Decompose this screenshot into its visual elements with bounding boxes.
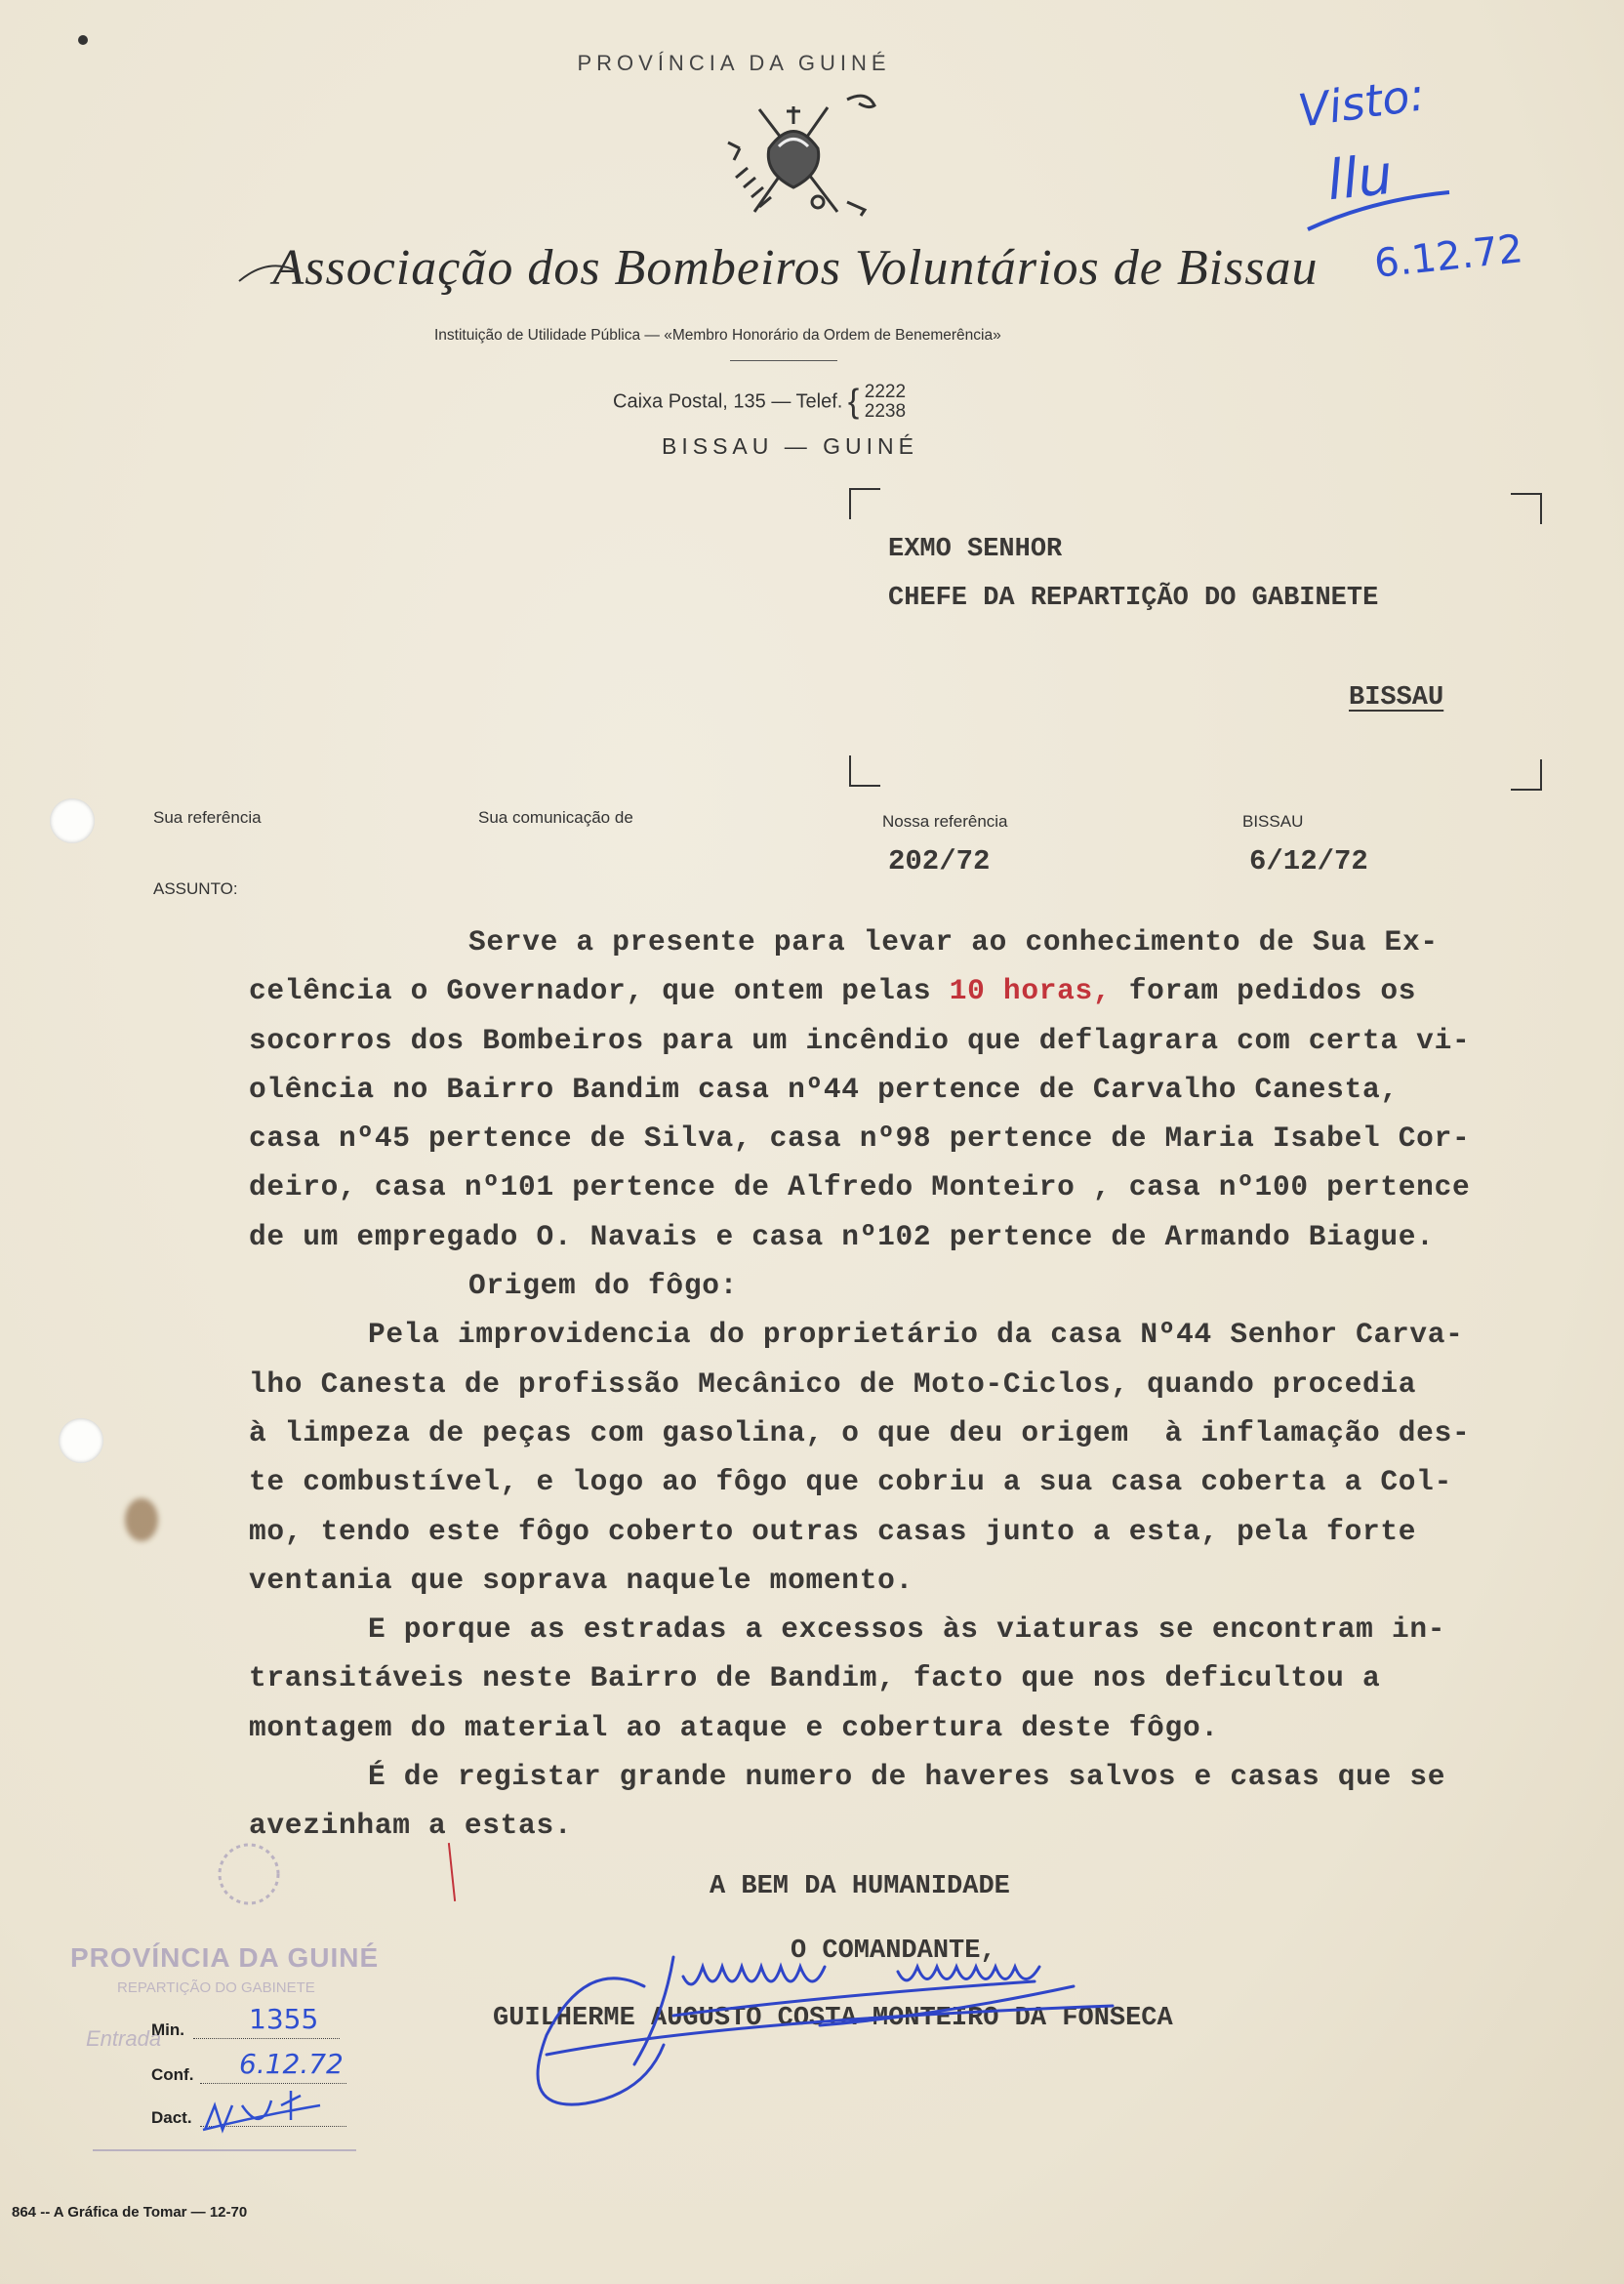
body-line: de um empregado O. Navais e casa nº102 pertence de Armando Biague. xyxy=(249,1219,1435,1253)
phone-brace: { xyxy=(847,383,860,421)
body-line: avezinham a estas. xyxy=(249,1809,573,1843)
addressee-line-2: CHEFE DA REPARTIÇÃO DO GABINETE xyxy=(888,584,1379,613)
body-line: Pela improvidencia do proprietário da casa Nº44 Senhor Carva- xyxy=(368,1318,1464,1352)
body-line: Serve a presente para levar ao conhecimento de Sua Ex- xyxy=(468,925,1439,958)
conf-label: Conf. xyxy=(151,2065,194,2084)
stamp-line-1: PROVÍNCIA DA GUINÉ xyxy=(70,1942,380,1973)
header-city: BISSAU — GUINÉ xyxy=(662,433,918,459)
place-label: BISSAU xyxy=(1242,812,1304,831)
signature xyxy=(527,1928,1210,2123)
body-line: transitáveis neste Bairro de Bandim, facto que nos deficultou a xyxy=(249,1661,1381,1695)
address-corner-tl xyxy=(849,488,880,519)
stamp-line-2: REPARTIÇÃO DO GABINETE xyxy=(117,1979,315,1996)
nossa-referencia-value: 202/72 xyxy=(888,845,991,877)
addressee-city: BISSAU xyxy=(1349,683,1444,713)
header-rule xyxy=(730,360,837,361)
rust-stain xyxy=(125,1498,158,1541)
min-label: Min. xyxy=(151,2020,184,2039)
body-line: à limpeza de peças com gasolina, o que deu origem à inflamação des- xyxy=(249,1415,1471,1449)
dact-initials xyxy=(200,2091,327,2149)
conf-dotted-line xyxy=(200,2083,346,2084)
association-title: Associação dos Bombeiros Voluntários de Bissau xyxy=(272,240,1319,296)
min-value: 1355 xyxy=(249,2003,319,2035)
letter-body xyxy=(249,918,1586,1851)
addressee-line-1: EXMO SENHOR xyxy=(888,535,1063,564)
visto-date: 6.12.72 xyxy=(1372,226,1525,287)
body-line: deiro, casa nº101 pertence de Alfredo Monteiro , casa nº100 pertence xyxy=(249,1170,1471,1204)
body-line: celência o Governador, que ontem pelas 10 horas, foram pedidos os xyxy=(249,974,1417,1008)
closing-title: O COMANDANTE, xyxy=(791,1937,996,1966)
body-line: socorros dos Bombeiros para um incêndio que deflagrara com certa vi- xyxy=(249,1023,1471,1057)
stamp-rule xyxy=(93,2149,356,2151)
postal-info xyxy=(613,383,906,422)
phone-numbers xyxy=(865,383,906,422)
body-line: casa nº45 pertence de Silva, casa nº98 pertence de Maria Isabel Cor- xyxy=(249,1122,1471,1156)
phone-2: 2238 xyxy=(864,401,907,422)
address-corner-br xyxy=(1511,759,1542,791)
punch-hole-bottom xyxy=(59,1418,103,1463)
body-heading: Origem do fôgo: xyxy=(468,1269,739,1303)
province-heading: PROVÍNCIA DA GUINÉ xyxy=(577,51,891,75)
body-line: ventania que soprava naquele momento. xyxy=(249,1563,914,1597)
nossa-referencia-label: Nossa referência xyxy=(882,812,1008,831)
title-flourish xyxy=(234,252,312,301)
red-highlight: 10 horas, xyxy=(949,974,1112,1008)
printer-footer: 864 -- A Gráfica de Tomar — 12-70 xyxy=(12,2204,248,2221)
address-corner-tr xyxy=(1511,493,1542,524)
stamp-entry: Entrada xyxy=(86,2026,162,2051)
body-line: lho Canesta de profissão Mecânico de Moto-Ciclos, quando procedia xyxy=(249,1366,1417,1401)
registry-stamp xyxy=(68,1835,459,2157)
conf-value: 6.12.72 xyxy=(239,2048,344,2080)
body-line: mo, tendo este fôgo coberto outras casas junto a esta, pela forte xyxy=(249,1514,1417,1548)
closing-motto: A BEM DA HUMANIDADE xyxy=(710,1872,1010,1901)
dact-label: Dact. xyxy=(151,2108,192,2127)
stamp-seal-icon xyxy=(205,1835,293,1913)
signatory-name: GUILHERME AUGUSTO COSTA MONTEIRO DA FONSECA xyxy=(493,2004,1173,2033)
body-line: É de registar grande numero de haveres salvos e casas que se xyxy=(368,1760,1446,1794)
visto-initials: llu xyxy=(1323,143,1396,214)
sua-referencia-label: Sua referência xyxy=(153,808,262,827)
assunto-label: ASSUNTO: xyxy=(153,879,238,898)
phone-1: 2222 xyxy=(864,382,907,402)
letter-date: 6/12/72 xyxy=(1249,845,1368,877)
min-dotted-line xyxy=(193,2038,340,2039)
visto-underline xyxy=(1303,181,1459,239)
ink-dot xyxy=(78,35,88,45)
punch-hole-top xyxy=(50,798,95,843)
firefighter-emblem-icon xyxy=(701,90,886,226)
postal-text: Caixa Postal, 135 — Telef. xyxy=(613,390,843,413)
body-line: olência no Bairro Bandim casa nº44 pertence de Carvalho Canesta, xyxy=(249,1072,1399,1106)
body-line: te combustível, e logo ao fôgo que cobriu a sua casa coberta a Col- xyxy=(249,1465,1452,1499)
address-corner-bl xyxy=(849,755,880,787)
body-line: E porque as estradas a excessos às viaturas se encontram in- xyxy=(368,1612,1446,1647)
body-line: montagem do material ao ataque e cobertura deste fôgo. xyxy=(249,1710,1219,1744)
sua-comunicacao-label: Sua comunicação de xyxy=(478,808,633,827)
visto-note: Visto: xyxy=(1294,67,1429,138)
institution-subtitle: Instituição de Utilidade Pública — «Membro Honorário da Ordem de Benemerência» xyxy=(434,327,1001,344)
